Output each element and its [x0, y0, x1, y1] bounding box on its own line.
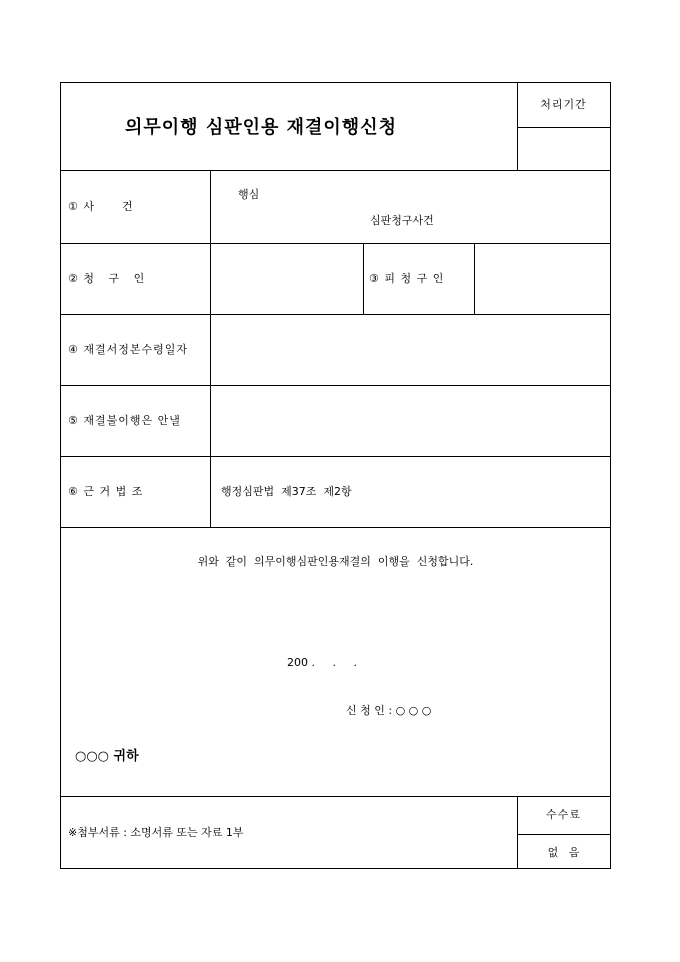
legal-basis-value: 행정심판법 제37조 제2항	[221, 485, 352, 498]
application-statement: 위와 같이 의무이행심판인용재결의 이행을 신청합니다.	[197, 555, 474, 568]
col-divider	[210, 170, 211, 527]
col-divider	[474, 243, 475, 314]
respondent-label: ③ 피 청 구 인	[369, 272, 445, 285]
col-divider	[363, 243, 364, 314]
case-label: ① 사 건	[68, 200, 134, 213]
applicant-signature-line: 신 청 인 : ○ ○ ○	[346, 704, 432, 717]
claimant-label: ② 청 구 인	[68, 272, 146, 285]
row-divider	[61, 314, 610, 315]
attachment-note: ※첨부서류 : 소명서류 또는 자료 1부	[68, 826, 244, 839]
addressee: ○○○ 귀하	[75, 749, 139, 764]
fee-label: 수수료	[546, 808, 581, 821]
noncompliance-label: ⑤ 재결불이행은 안낼	[68, 414, 181, 427]
legal-basis-label: ⑥ 근 거 법 조	[68, 485, 144, 498]
row-divider	[61, 796, 610, 797]
row-divider	[61, 385, 610, 386]
cell-divider	[517, 127, 610, 128]
case-value-suffix: 심판청구사건	[370, 214, 434, 227]
receipt-date-label: ④ 재결서정본수령일자	[68, 343, 188, 356]
row-divider	[61, 243, 610, 244]
col-divider	[517, 83, 518, 170]
row-divider	[61, 456, 610, 457]
form-title: 의무이행 심판인용 재결이행신청	[125, 117, 397, 138]
case-value-prefix: 행심	[238, 188, 260, 201]
cell-divider	[517, 834, 610, 835]
application-date: 200 . . .	[287, 656, 357, 669]
fee-value: 없 음	[547, 846, 580, 859]
application-form	[60, 82, 611, 869]
processing-period-label: 처리기간	[540, 98, 587, 111]
row-divider	[61, 170, 610, 171]
row-divider	[61, 527, 610, 528]
